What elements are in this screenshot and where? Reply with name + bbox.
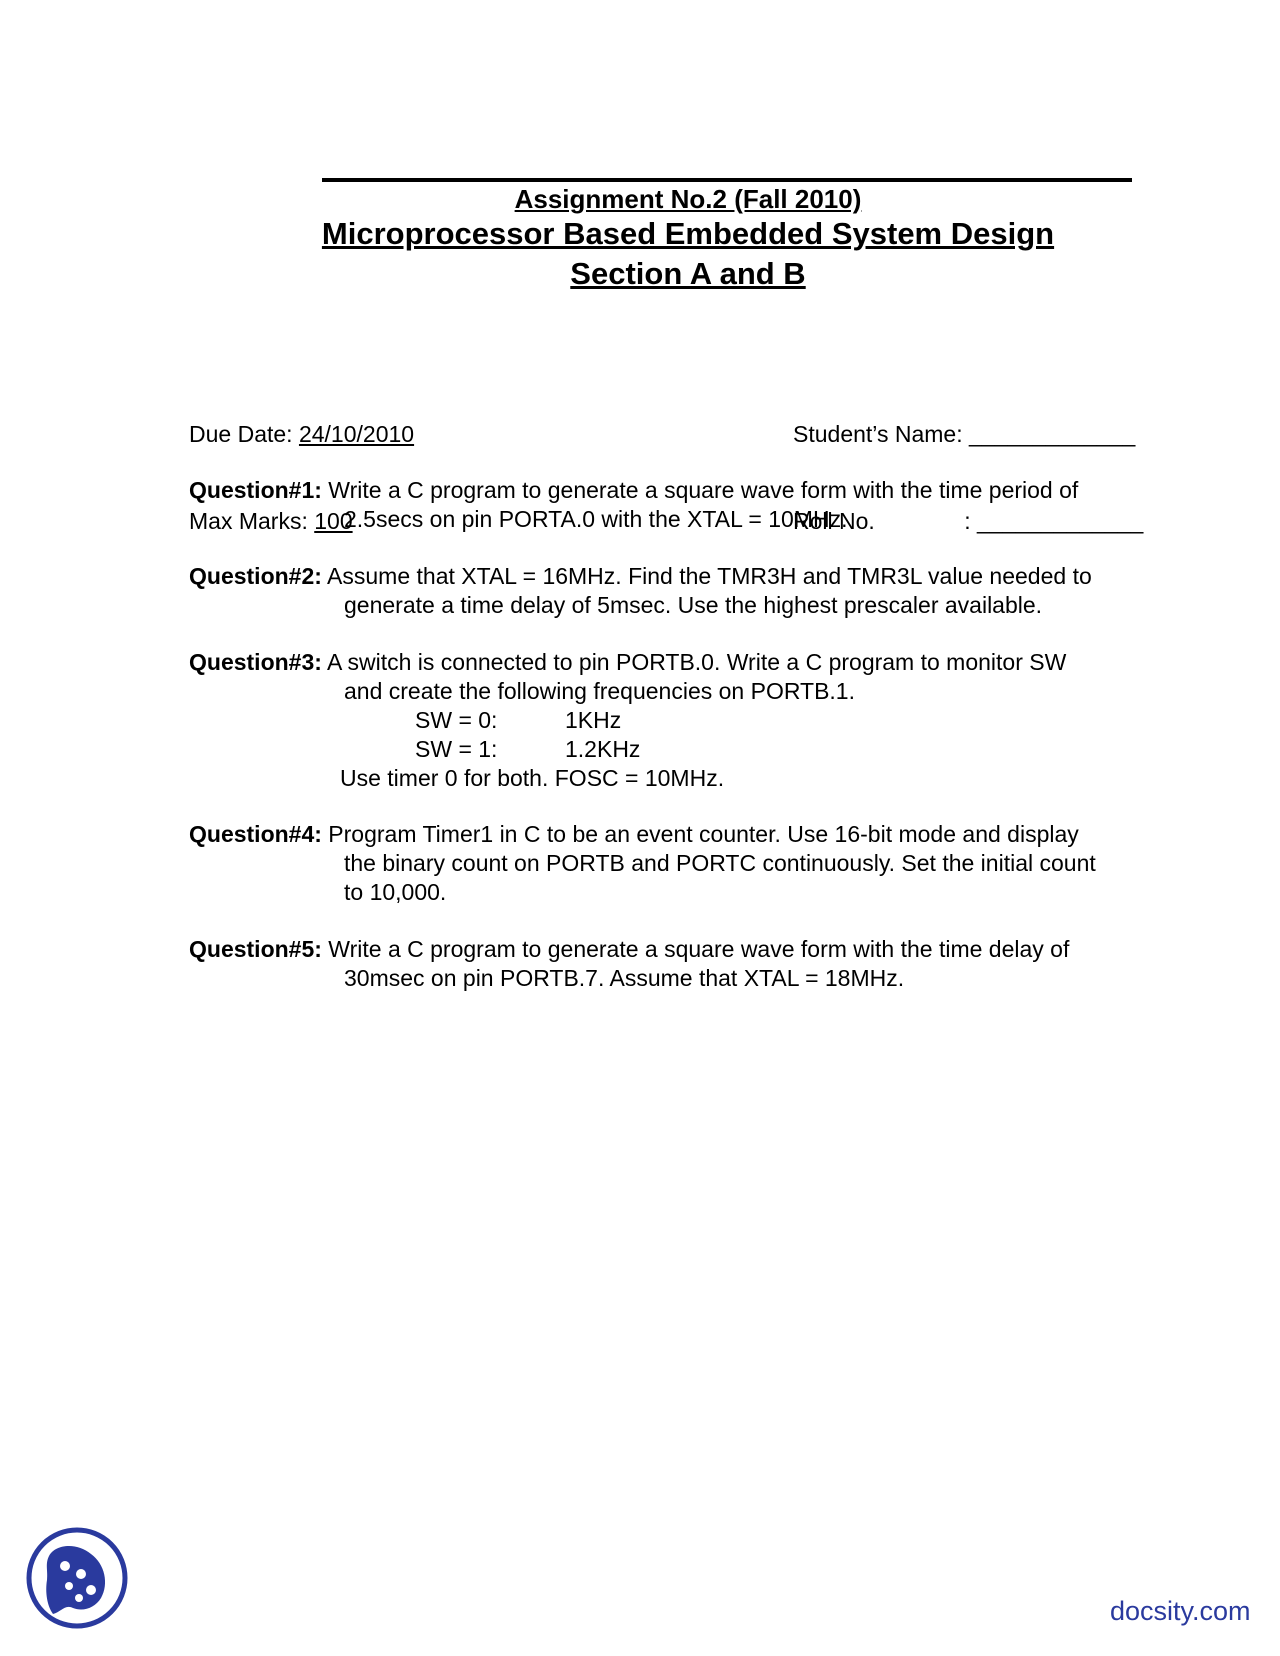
question-3 (189, 648, 1209, 793)
logo-dot (76, 1569, 86, 1579)
question-text: Assume that XTAL = 16MHz. Find the TMR3H and TMR3L value needed to (321, 563, 1092, 589)
question-text: Use timer 0 for both. FOSC = 10MHz. (340, 765, 725, 791)
question-text: the binary count on PORTB and PORTC continuously. Set the initial count (344, 850, 1096, 876)
docsity-logo-icon[interactable] (25, 1526, 129, 1630)
max-marks-label: Max Marks: (189, 508, 315, 534)
question-text: Program Timer1 in C to be an event counter. Use 16-bit mode and display (321, 821, 1079, 847)
logo-dot (75, 1594, 83, 1602)
question-label: Question#1: (189, 477, 322, 503)
section-title: Section A and B (570, 256, 806, 291)
question-text: to 10,000. (344, 879, 447, 905)
question-4 (189, 820, 1209, 907)
sw-row (189, 735, 1209, 764)
logo-dot (65, 1582, 73, 1590)
sw-value: 1KHz (565, 707, 622, 733)
sw-label: SW = 0: (415, 707, 498, 733)
sw-value: 1.2KHz (565, 736, 641, 762)
question-text: Write a C program to generate a square wave form with the time delay of (321, 936, 1070, 962)
logo-dot (86, 1585, 96, 1595)
question-label: Question#4: (189, 821, 322, 847)
question-text: and create the following frequencies on PORTB.1. (344, 678, 855, 704)
docsity-link[interactable]: docsity.com (1110, 1596, 1251, 1626)
question-text: 30msec on pin PORTB.7. Assume that XTAL = 18MHz. (344, 965, 905, 991)
question-5 (189, 935, 1209, 993)
question-text: A switch is connected to pin PORTB.0. Write a C program to monitor SW (321, 649, 1067, 675)
question-text: 2.5secs on pin PORTA.0 with the XTAL = 10MHz. (344, 506, 848, 532)
logo-graphic (25, 1526, 129, 1630)
question-2 (189, 562, 1209, 620)
top-rule (322, 178, 1132, 182)
sw-label: SW = 1: (415, 736, 498, 762)
assignment-title: Assignment No.2 (Fall 2010) (514, 184, 862, 214)
due-date-value: 24/10/2010 (298, 421, 415, 447)
question-text: generate a time delay of 5msec. Use the highest prescaler available. (344, 592, 1043, 618)
logo-dot (60, 1561, 70, 1571)
question-label: Question#2: (189, 563, 322, 589)
question-label: Question#3: (189, 649, 322, 675)
question-label: Question#5: (189, 936, 322, 962)
max-marks-value: 100 (314, 508, 353, 534)
roll-no-field: Roll No. : _____________ (793, 508, 1144, 534)
student-name-field: Student’s Name: _____________ (793, 421, 1136, 447)
question-1 (189, 476, 1209, 534)
question-text: Write a C program to generate a square wave form with the time period of (321, 477, 1079, 503)
course-title: Microprocessor Based Embedded System Design (321, 216, 1055, 251)
logo-blob (46, 1546, 105, 1614)
sw-row (189, 706, 1209, 735)
due-date (189, 420, 414, 449)
due-date-label: Due Date: (189, 421, 299, 447)
